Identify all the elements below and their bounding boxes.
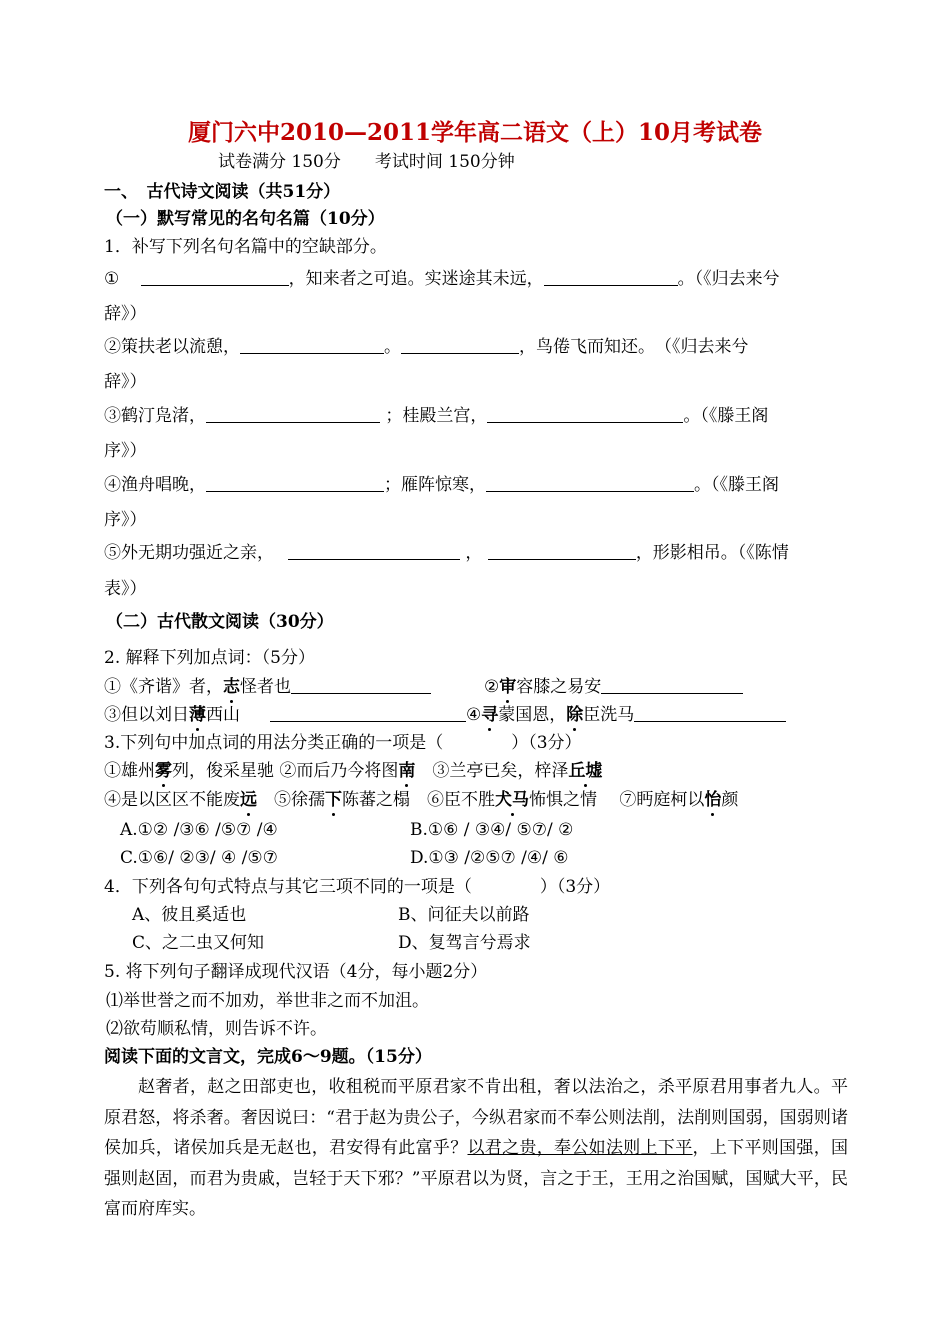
option-a[interactable]: A、彼且奚适也 [132,905,247,925]
section-heading: 一、 古代诗文阅读（共51分） [104,182,341,202]
answer-blank[interactable] [291,677,431,694]
option-c[interactable]: C、之二虫又何知 [132,933,265,953]
option-d[interactable]: D、复驾言兮焉求 [398,933,531,953]
source-text: 辞》） [104,304,147,324]
page-title: 厦门六中2010—2011学年高二语文（上）10月考试卷 [187,119,763,146]
answer-blank[interactable] [601,677,743,694]
answer-blank[interactable] [487,406,683,423]
reading-heading: 阅读下面的文言文，完成6～9题。（15分） [104,1047,432,1067]
translate-sentence: ⑴举世誉之而不加劝，举世非之而不加沮。 [106,991,429,1011]
source-text: 表》） [104,579,147,599]
fill-item: ④渔舟唱晚， ；雁阵惊寒， 。（《滕王阁 [104,475,779,495]
answer-blank[interactable] [544,269,678,286]
sentence-row: ①雄州雾列，俊采星驰 ②而后乃今将图南 ③兰亭已矣，梓泽丘墟 [104,761,603,781]
source-text: 序》） [104,441,147,461]
question-stem: 5. 将下列句子翻译成现代汉语（4分，每小题2分） [104,962,488,982]
question-stem: 4．下列各句句式特点与其它三项不同的一项是（ ）（3分） [104,877,611,897]
answer-blank[interactable] [270,705,466,722]
fill-item: ① ，知来者之可追。实迷途其未远， 。（《归去来兮 [104,269,780,289]
fill-item: ⑤外无期功强近之亲， ， ，形影相吊。（《陈情 [104,543,789,563]
source-text: 辞》） [104,372,147,392]
source-text: 序》） [104,510,147,530]
option-b[interactable]: B.①⑥ / ③④/ ⑤⑦/ ② [410,820,574,840]
answer-blank[interactable] [240,337,384,354]
explain-item: ①《齐谐》者，志怪者也 [104,676,431,698]
part-heading: （一）默写常见的名句名篇（10分） [106,209,385,229]
question-stem: 3.下列句中加点词的用法分类正确的一项是（ ）（3分） [104,733,582,753]
explain-item: ③但以刘日薄西山 ④寻蒙国恩，除臣洗马 [104,704,786,726]
question-stem: 1．补写下列名句名篇中的空缺部分。 [104,237,387,257]
answer-blank[interactable] [206,406,380,423]
option-a[interactable]: A.①② /③⑥ /⑤⑦ /④ [120,820,278,840]
exam-info: 试卷满分 150分 考试时间 150分钟 [218,152,515,172]
fill-item: ②策扶老以流憩， 。 ，鸟倦飞而知还。 （《归去来兮 [104,337,749,357]
explain-item: ②审容膝之易安 [484,676,743,698]
option-b[interactable]: B、问征夫以前路 [398,905,530,925]
answer-blank[interactable] [401,337,519,354]
answer-blank[interactable] [486,475,694,492]
answer-blank[interactable] [141,269,289,286]
answer-blank[interactable] [488,543,636,560]
question-stem: 2. 解释下列加点词：（5分） [104,648,315,668]
sentence-row: ④是以区区不能废远 ⑤徐孺下陈蕃之榻 ⑥臣不胜犬马怖惧之情 ⑦眄庭柯以怡颜 [104,790,739,810]
fill-item: ③鹤汀凫渚， ；桂殿兰宫， 。（《滕王阁 [104,406,769,426]
underlined-sentence: 以君之贵，奉公如法则上下平 [467,1138,693,1158]
option-c[interactable]: C.①⑥/ ②③/ ④ /⑤⑦ [120,848,278,868]
reading-passage: 赵奢者，赵之田部吏也，收租税而平原君家不肯出租，奢以法治之，杀平原君用事者九人。平原君怒，将杀奢。奢因说曰：“君于赵为贵公子，今纵君家而不奉公则法削，法削则国弱，国弱则诸侯加兵，诸侯加兵是无赵也，君安得有此富乎？以君之贵，奉公如法则上下平，上下平则国强，国强则赵固，而君为贵戚，岂轻于天下邪？”平原君以为贤，言之于王，王用之治国赋，国赋大平，民富而府库实。 [104,1077,849,1219]
part-heading: （二）古代散文阅读（30分） [106,612,334,632]
answer-blank[interactable] [288,543,460,560]
answer-blank[interactable] [634,705,786,722]
option-d[interactable]: D.①③ /②⑤⑦ /④/ ⑥ [410,848,569,868]
translate-sentence: ⑵欲苟顺私情，则告诉不许。 [106,1019,327,1039]
answer-blank[interactable] [206,475,384,492]
